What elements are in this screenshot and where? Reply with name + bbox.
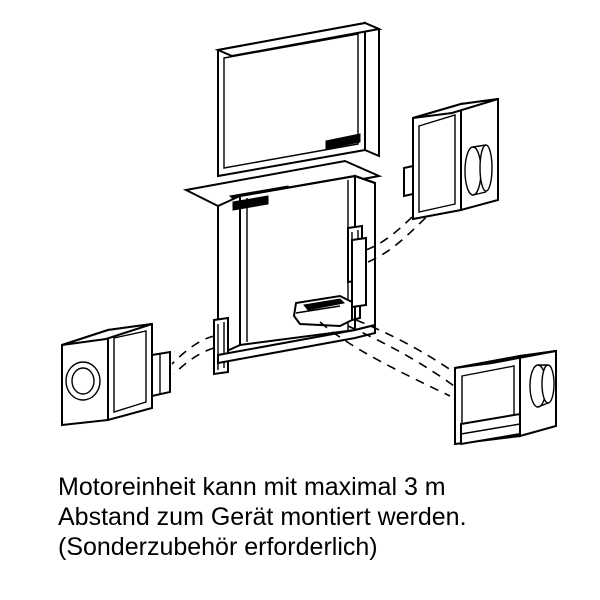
caption-block xyxy=(0,472,600,562)
caption-line-3: (Sonderzubehör erforderlich) xyxy=(58,533,378,561)
motor-unit-bottom-left xyxy=(62,324,170,425)
caption-line-1: Motoreinheit kann mit maximal 3 m xyxy=(58,473,446,501)
duct-channel-left xyxy=(214,318,228,374)
motor-unit-top-right xyxy=(404,99,498,219)
caption-line-2: Abstand zum Gerät montiert werden. xyxy=(58,503,467,531)
motor-unit-bottom-right xyxy=(455,351,556,444)
downdraft-extractor xyxy=(186,23,379,374)
